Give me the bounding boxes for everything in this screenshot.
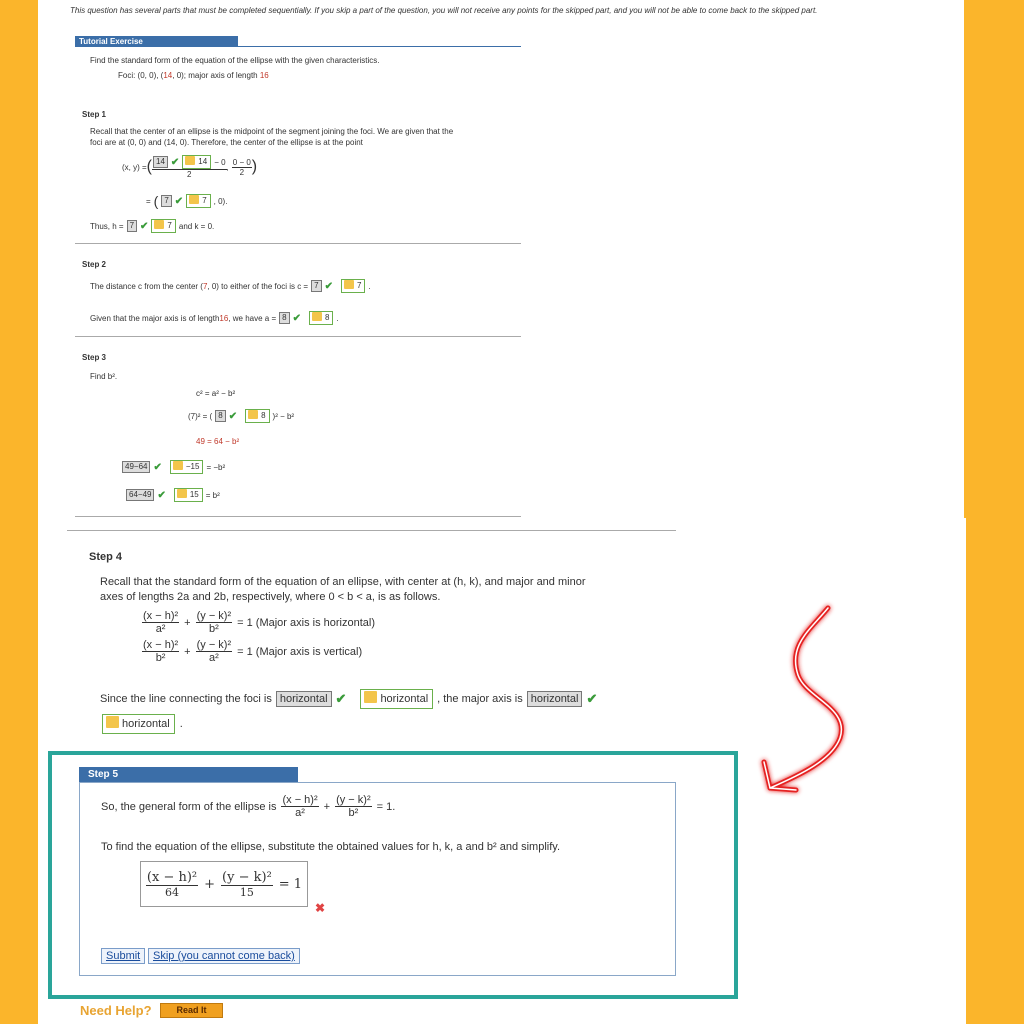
step5-instructions: To find the equation of the ellipse, substitute the obtained values for h, k, a and b² and simplify. [101, 841, 561, 853]
step5-answer-input[interactable]: $\frac{\text{(x − h)²}}{64}$ + $\frac{\text{(y − k)²}}{15}$ = 1 [140, 861, 308, 907]
submit-button[interactable]: Submit [101, 948, 145, 964]
step1-text2: foci are at (0, 0) and (14, 0). Therefore, the center of the ellipse is at the point [90, 138, 363, 147]
step4-answer-1[interactable]: horizontal [276, 691, 332, 707]
step4-formula-horizontal: $\frac{\text{(x − h)²}}{\text{a²}}$ + $\frac{\text{(y − k)²}}{\text{b²}}$ = 1 (Major axis is horizontal) [143, 610, 375, 635]
key-icon [106, 716, 119, 728]
divider [75, 516, 521, 517]
key-icon [312, 312, 322, 321]
step2-answer-2[interactable]: 8 [279, 312, 289, 324]
step2-distance-row: The distance c from the center ( 7 , 0) to either of the foci is c = 7 ✔ 7 . [90, 280, 371, 292]
step3-answer-1[interactable]: 8 [215, 410, 225, 422]
checkmark-icon: ✔ [335, 691, 347, 706]
step4-title: Step 4 [89, 551, 123, 563]
step1-answer-2[interactable]: 7 [161, 195, 171, 207]
step3-title: Step 3 [82, 353, 107, 362]
skip-button[interactable]: Skip (you cannot come back) [148, 948, 300, 964]
step1-midpoint-row: (x, y) = ( 14 ✔ 14 − 0 2 , $\frac{0 - 0}{2}$ ) [122, 156, 258, 179]
key-icon [173, 461, 183, 470]
step4-key-2: horizontal [102, 714, 175, 734]
problem-prompt: Find the standard form of the equation of the ellipse with the given characteristics. [90, 56, 380, 65]
need-help-label: Need Help? [80, 1003, 152, 1018]
step1-answer-1[interactable]: 14 [153, 156, 168, 168]
step1-thus-row: Thus, h = 7 ✔ 7 and k = 0. [90, 220, 215, 232]
checkmark-icon: ✔ [170, 156, 180, 168]
step3-find: Find b². [90, 372, 118, 381]
step4-text2: axes of lengths 2a and 2b, respectively, where 0 < b < a, is as follows. [100, 591, 441, 603]
step3-line5: 64−49 ✔ 15 = b² [126, 488, 220, 502]
step4-answer-2[interactable]: horizontal [527, 691, 583, 707]
step1-center-row: = ( 7 ✔ 7 , 0). [146, 193, 228, 209]
key-icon [189, 195, 199, 204]
checkmark-icon: ✔ [140, 220, 149, 232]
divider [75, 243, 521, 244]
tutorial-tab-label: Tutorial Exercise [79, 37, 143, 46]
checkmark-icon: ✔ [174, 195, 184, 207]
step3-key-3: 15 [174, 488, 203, 502]
key-icon [364, 691, 377, 703]
step4-text1: Recall that the standard form of the equation of an ellipse, with center at (h, k), and major and minor [100, 576, 586, 588]
tab-underline [75, 46, 521, 47]
step1-text1: Recall that the center of an ellipse is the midpoint of the segment joining the foci. We are given that the [90, 127, 454, 136]
step3-line3: 49 = 64 − b² [196, 437, 240, 446]
read-it-button[interactable]: Read It [160, 1003, 223, 1018]
step4-key-1: horizontal [360, 689, 433, 709]
key-icon [248, 410, 258, 419]
key-icon [185, 156, 195, 165]
checkmark-icon: ✔ [228, 410, 238, 422]
step5-general-row: So, the general form of the ellipse is $\frac{\text{(x − h)²}}{\text{a²}}$ + $\frac{\text{(y − k)²}}{\text{b²}}$ = 1. [101, 794, 396, 819]
step4-formula-vertical: $\frac{\text{(x − h)²}}{\text{b²}}$ + $\frac{\text{(y − k)²}}{\text{a²}}$ = 1 (Major axis is vertical) [143, 639, 363, 664]
step3-answer-2[interactable]: 49−64 [122, 461, 150, 473]
divider [67, 530, 676, 531]
checkmark-icon: ✔ [153, 461, 162, 473]
step2-title: Step 2 [82, 260, 107, 269]
red-arrow-icon [740, 590, 880, 810]
checkmark-icon: ✔ [586, 691, 598, 706]
checkmark-icon: ✔ [157, 489, 166, 501]
step2-key-2: 8 [309, 311, 333, 325]
notice-text: This question has several parts that must be completed sequentially. If you skip a part of the question, you will not receive any points for the skipped part, and you will not be able to come back to the skipped part. [70, 6, 818, 15]
step3-line4: 49−64 ✔ −15 = −b² [122, 460, 225, 474]
key-icon [177, 489, 187, 498]
step4-since-row: Since the line connecting the foci is horizontal ✔ horizontal , the major axis is horizontal ✔ [100, 689, 597, 709]
step2-major-row: Given that the major axis is of length 16 , we have a = 8 ✔ 8 . [90, 312, 339, 324]
checkmark-icon: ✔ [292, 312, 301, 324]
incorrect-x-icon: ✖ [315, 901, 326, 915]
step3-key-1: 8 [245, 409, 269, 423]
step1-key-3: 7 [151, 219, 175, 233]
step5-title: Step 5 [88, 769, 119, 780]
step5-tab [79, 767, 298, 782]
step3-line2: (7)² = ( 8 ✔ 8 )² − b² [188, 410, 295, 422]
step2-answer-1[interactable]: 7 [311, 280, 321, 292]
divider [75, 336, 521, 337]
step1-key-2: 7 [186, 194, 210, 208]
step1-title: Step 1 [82, 110, 107, 119]
step3-line1: c² = a² − b² [196, 389, 236, 398]
key-icon [154, 220, 164, 229]
step1-answer-3[interactable]: 7 [127, 220, 137, 232]
step2-key-1: 7 [341, 279, 365, 293]
checkmark-icon: ✔ [324, 280, 333, 292]
step1-key-1: 14 [182, 155, 211, 169]
step3-answer-3[interactable]: 64−49 [126, 489, 154, 501]
problem-foci: Foci: (0, 0), (14, 0); major axis of length 16 [118, 71, 269, 80]
key-icon [344, 280, 354, 289]
step3-key-2: −15 [170, 460, 204, 474]
step4-key-row: horizontal . [102, 714, 183, 734]
